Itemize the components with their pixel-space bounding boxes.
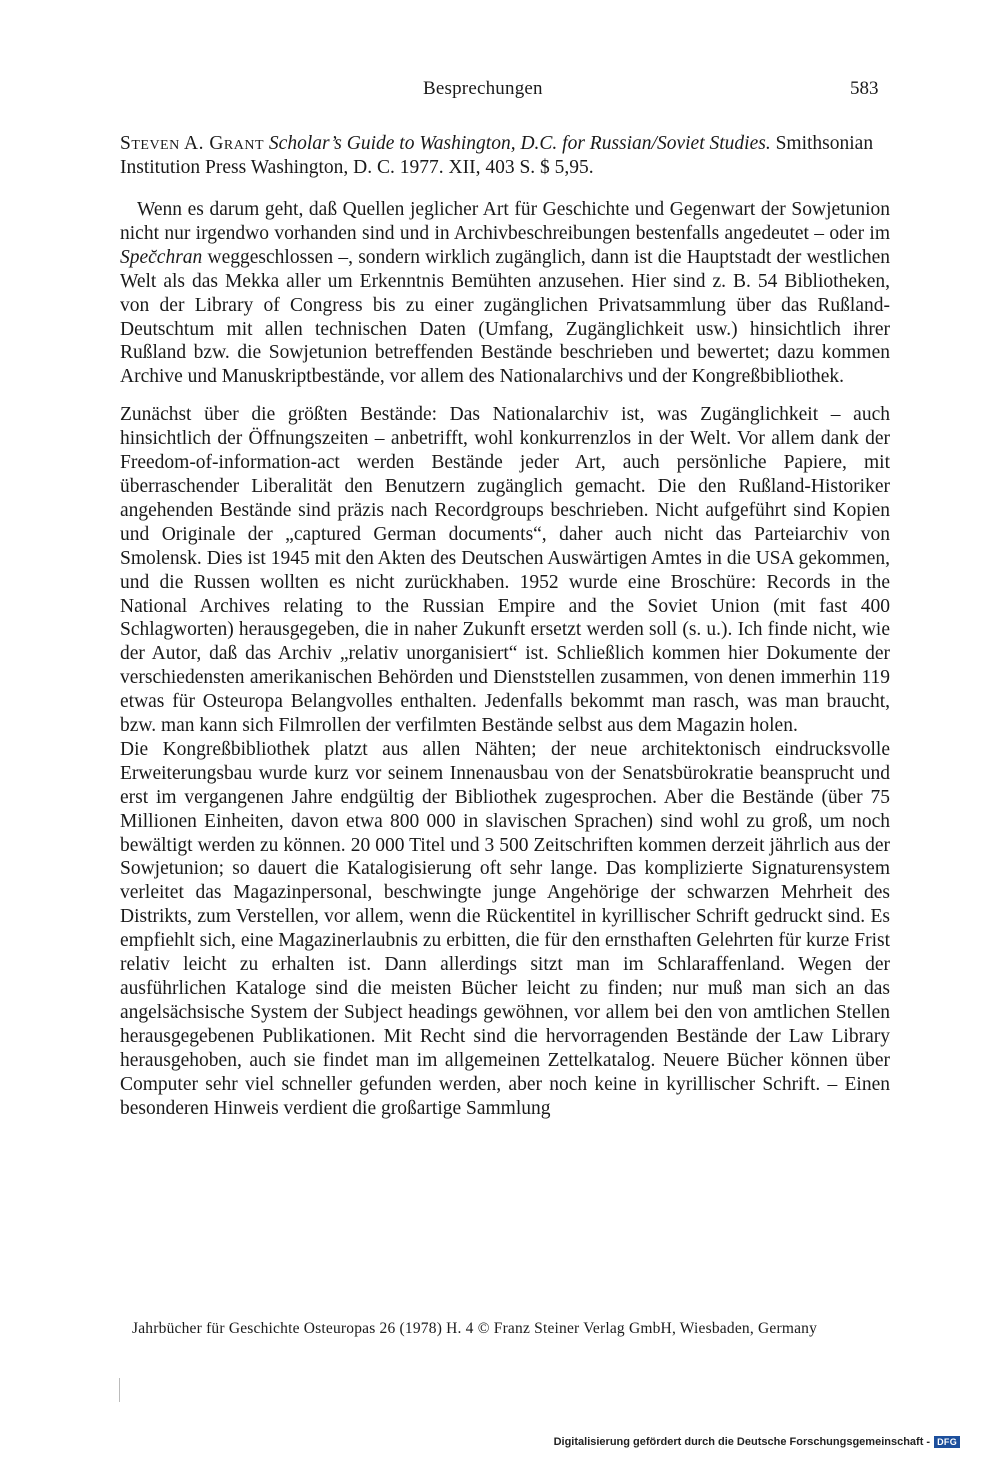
paragraph-1-end: weggeschlossen –, sondern wirklich zugänglich, dann ist die Hauptstadt der westlichen Welt als das Mekka aller um Erkenntnis Bemühten anzusehen. Hier sind z. B. 54 Bibliotheken, von der Library of Congress bis zu einer zugänglichen Privatsammlung über das Rußland-Deutschtum mit allen technischen Daten (Umfang, Zugänglichkeit usw.) hinsichtlich ihrer Rußland bzw. die Sowjetunion betreffenden Bestände beschrieben und bewertet; dazu kommen Archive und Manuskriptbestände, vor allem des Nationalarchivs und der Kongreßbibliothek. bbox=[120, 246, 890, 388]
citation-title: Scholar’s Guide to Washington, D.C. for Russian/Soviet Studies. bbox=[268, 133, 771, 154]
paragraph-1 bbox=[120, 198, 890, 389]
review-body bbox=[120, 198, 890, 1120]
funding-text: Digitalisierung gefördert durch die Deutsche Forschungsgemeinschaft - bbox=[553, 1436, 931, 1448]
page-number: 583 bbox=[850, 78, 879, 99]
paragraph-1-start: Wenn es darum geht, daß Quellen jeglicher Art für Geschichte und Gegenwart der Sowjetunion nicht nur irgendwo vorhanden sind und in Archivbeschreibungen bestenfalls angedeutet – oder im bbox=[120, 199, 890, 244]
dfg-logo-icon: DFG bbox=[934, 1436, 960, 1448]
journal-footer: Jahrbücher für Geschichte Osteuropas 26 (1978) H. 4 © Franz Steiner Verlag GmbH, Wiesbaden, Germany bbox=[132, 1320, 818, 1337]
funding-banner bbox=[554, 1436, 960, 1448]
margin-mark bbox=[119, 1378, 120, 1402]
running-head: Besprechungen bbox=[423, 78, 543, 99]
paragraph-2: Zunächst über die größten Bestände: Das Nationalarchiv ist, was Zugänglichkeit – auch hinsichtlich der Öffnungszeiten – anbetrifft, wohl konkurrenzlos in der Welt. Vor allem dank der Freedom-of-information-act werden Bestände jeder Art, auch persönliche Papiere, mit überraschender Liberalität den Benutzern zugänglich gemacht. Die den Rußland-Historiker angehenden Bestände sind präzis nach Recordgroups beschrieben. Nicht aufgeführt sind Kopien und Originale der „captured German documents“, daher auch nicht das Parteiarchiv von Smolensk. Dies ist 1945 mit den Akten des Deutschen Auswärtigen Amtes in die USA gekommen, und die Russen wollten es nicht zurückhaben. 1952 wurde eine Broschüre: Records in the National Archives relating to the Russian Empire and the Soviet Union (mit fast 400 Schlagworten) herausgegeben, die in naher Zukunft ersetzt werden soll (s. u.). Ich finde nicht, wie der Autor, daß das Archiv „relativ unorganisiert“ ist. Schließlich kommen hier Dokumente der verschiedensten amerikanischen Behörden und Dienststellen zusammen, von denen immerhin 119 etwas für Osteuropa Belangvolles enthalten. Jedenfalls bekommt man rasch, was man braucht, bzw. man kann sich Filmrollen der verfilmten Bestände selbst aus dem Magazin holen. bbox=[120, 404, 890, 737]
citation-author: Steven A. Grant bbox=[120, 133, 265, 154]
paragraph-1-emphasis: Spec̆chran bbox=[120, 246, 203, 268]
book-citation bbox=[120, 132, 890, 180]
paragraph-3: Die Kongreßbibliothek platzt aus allen Nähten; der neue architektonisch eindrucksvolle Erweiterungsbau wurde kurz vor seinem Innenausbau von der Senatsbürokratie beansprucht und erst im vergangenen Jahre endgültig der Bibliothek zugesprochen. Aber die Bestände (über 75 Millionen Einheiten, davon etwa 800 000 in slavischen Sprachen) sind wohl zu groß, um noch bewältigt werden zu können. 20 000 Titel und 3 500 Zeitschriften kommen derzeit jährlich aus der Sowjetunion; so dauert die Katalogisierung oft sehr lange. Das komplizierte Signaturensystem verleitet das Magazinpersonal, beschwingte junge Angehörige der schwarzen Mehrheit des Distrikts, zum Verstellen, vor allem, wenn die Rückentitel in kyrillischer Schrift gedruckt sind. Es empfiehlt sich, eine Magazinerlaubnis zu erbitten, die für den ernsthaften Gelehrten für kurze Frist relativ leicht zu erhalten ist. Dann allerdings sitzt man im Schlaraffenland. Wegen der ausführlichen Kataloge sind die meisten Bücher leicht zu finden; nur muß man sich an das angelsächsische System der Subject headings gewöhnen, vor allem bei den von amtlichen Stellen herausgegebenen Publikationen. Mit Recht sind die hervorragenden Bestände der Law Library herausgehoben, auch sie findet man im allgemeinen Zettelkatalog. Neuere Bücher können über Computer sehr viel schneller gefunden werden, aber noch keine in kyrillischer Schrift. – Einen besonderen Hinweis verdient die großartige Sammlung bbox=[120, 738, 890, 1119]
citation-publication: Smithsonian Institution Press Washington, D. C. 1977. XII, 403 S. $ 5,95. bbox=[120, 133, 874, 178]
